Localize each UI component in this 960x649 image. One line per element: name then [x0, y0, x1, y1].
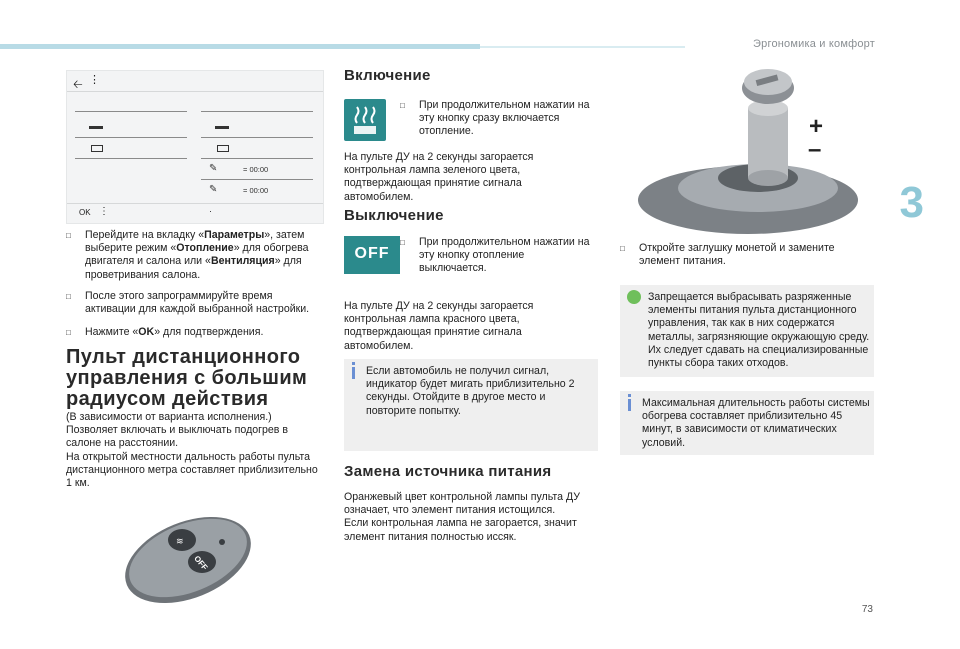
section-title: Эргономика и комфорт: [753, 38, 875, 50]
battery-replacement-illustration: [628, 60, 868, 240]
header-rule: [0, 44, 480, 49]
bullet-marker: □: [620, 244, 625, 253]
remote-heading: Пульт дистанционного управления с большим радиусом действия: [66, 346, 308, 410]
recycle-icon: [627, 290, 641, 304]
kebab-menu-icon: ⋮: [99, 206, 109, 217]
minus-sign: –: [808, 136, 822, 163]
bullet-marker: □: [66, 231, 71, 240]
remote-control-illustration: [110, 512, 260, 607]
back-arrow-icon: 🡠: [73, 77, 83, 91]
page-number: 73: [861, 604, 873, 615]
list-item: □ Откройте заглушку монетой и замените элемент питания.: [620, 242, 835, 268]
chapter-number: 3: [899, 178, 924, 227]
header-rule-light: [480, 46, 685, 48]
off-button-label: OFF: [192, 553, 210, 572]
heading-battery: Замена источника питания: [344, 463, 552, 480]
list-item: □ При продолжительном нажатии на эту кнопку отопление выключается.: [400, 236, 590, 275]
bullet-marker: □: [66, 328, 71, 337]
heading-off: Выключение: [344, 207, 444, 224]
info-icon-bar: [352, 367, 355, 379]
info-text: Если автомобиль не получил сигнал, индикатор будет мигать приблизительно 2 секунды. Отойдите в другое место и повторите попытку.: [366, 365, 575, 417]
off-button-icon: OFF: [344, 236, 400, 274]
list-item: □ Нажмите «OK» для подтверждения.: [66, 326, 264, 338]
warning-text: Запрещается выбрасывать разряженные элементы питания пульта дистанционного управления, так как в них содержатся металлы, загрязняющие окружающую среду. Их следует сдавать на специализированные пункты сбора таких отходов.: [648, 291, 870, 370]
list-item: □ При продолжительном нажатии на эту кнопку сразу включается отопление.: [400, 99, 590, 138]
bullet-marker: □: [66, 292, 71, 301]
on-paragraph: На пульте ДУ на 2 секунды загорается контрольная лампа зеленого цвета, подтверждающая принятие сигнала автомобилем.: [344, 151, 534, 203]
ok-label: OK: [79, 208, 91, 217]
remote-description: (В зависимости от варианта исполнения.) Позволяет включать и выключать подогрев в салоне на расстоянии. На открытой местности дальность работы пульта дистанционного метра составляет приблизительно 1 км.: [66, 411, 318, 490]
info-icon: [352, 362, 355, 365]
dot-indicator: ·: [209, 206, 212, 216]
off-paragraph: На пульте ДУ на 2 секунды загорается контрольная лампа красного цвета, подтверждающая принятие сигнала автомобилем.: [344, 300, 534, 352]
info-box: [344, 359, 598, 451]
recycling-warning-box: [620, 285, 874, 377]
info-text: Максимальная длительность работы системы обогрева составляет приблизительно 45 минут, в зависимости от климатических условий.: [642, 397, 870, 449]
right-dash: [215, 126, 229, 129]
heat-button-icon: ≋: [176, 536, 184, 546]
kebab-menu-icon: ⋮: [89, 74, 100, 86]
heating-button-icon: [344, 99, 386, 141]
plus-sign: +: [809, 113, 824, 140]
bullet-marker: □: [400, 101, 405, 110]
timer-value-2: = 00:00: [243, 186, 269, 195]
info-icon-bar: [628, 399, 631, 411]
info-icon: [628, 394, 631, 397]
left-dash: [89, 126, 103, 129]
list-item: □ Перейдите на вкладку «Параметры», затем выберите режим «Отопление» для обогрева двигателя и салона или «Вентиляция» для проветривания салона.: [66, 229, 309, 281]
led-indicator: [219, 539, 225, 545]
list-item: □ После этого запрограммируйте время активации для каждой выбранной настройки.: [66, 290, 310, 316]
edit-pencil-icon: ✎: [209, 163, 218, 174]
battery-paragraph: Оранжевый цвет контрольной лампы пульта ДУ означает, что элемент питания истощился. Если контрольная лампа не загорается, значит элемент питания полностью иссяк.: [344, 491, 580, 543]
heading-on: Включение: [344, 67, 431, 84]
bullet-marker: □: [400, 238, 405, 247]
touchscreen-illustration: [66, 70, 324, 224]
info-box: [620, 391, 874, 455]
timer-value-1: = 00:00: [243, 165, 269, 174]
mode-indicator-left: [91, 145, 103, 152]
edit-pencil-icon: ✎: [209, 184, 218, 195]
mode-indicator-right: [217, 145, 229, 152]
